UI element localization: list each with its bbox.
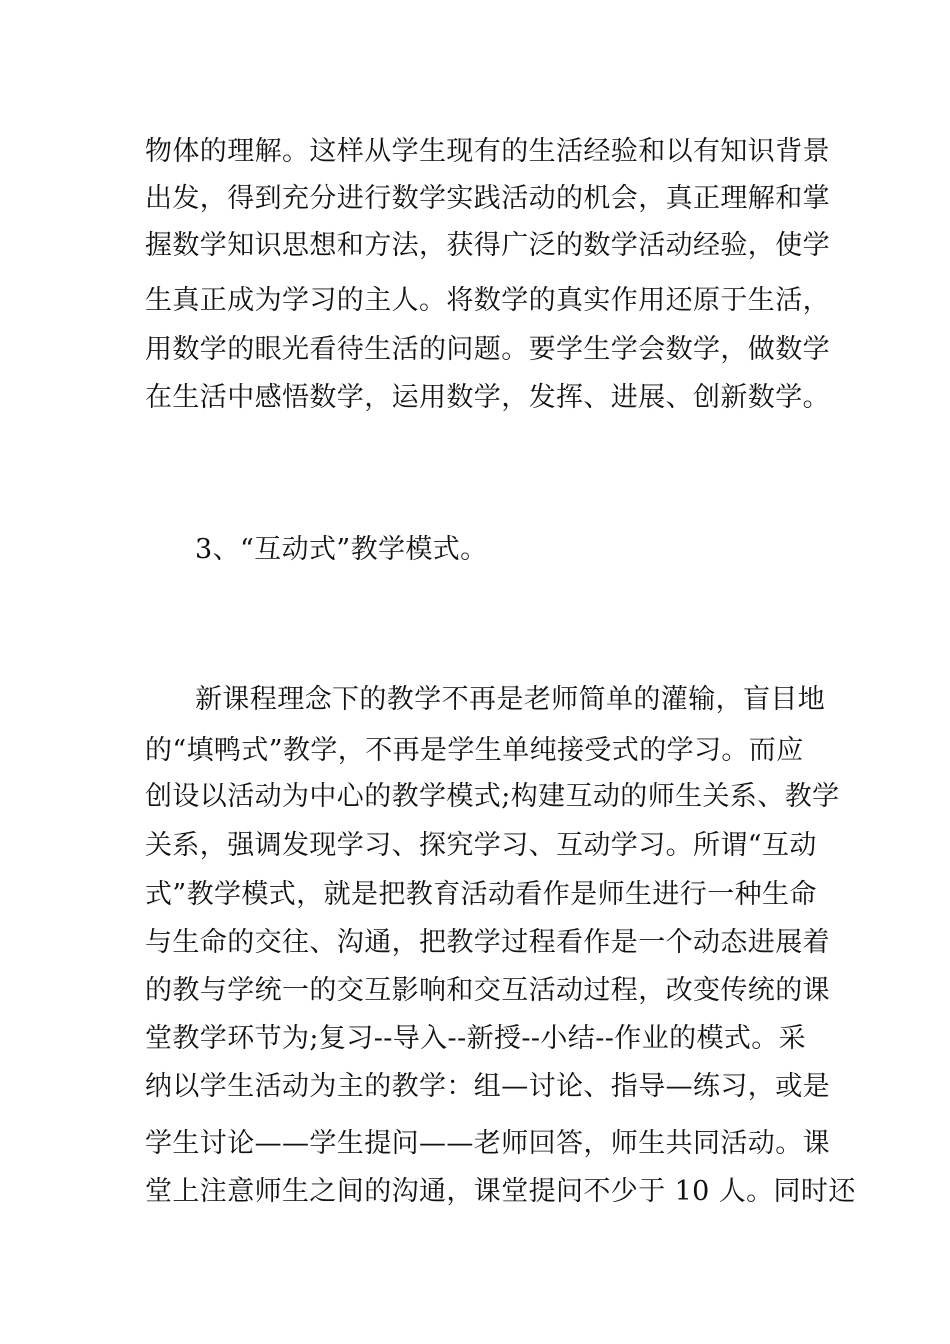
paragraph2-line-4: 关系，强调发现学习、探究学习、互动学习。所谓“互动 (145, 830, 817, 861)
paragraph2-line-3: 创设以活动为中心的教学模式;构建互动的师生关系、教学 (145, 781, 840, 812)
paragraph1-line-2: 出发，得到充分进行数学实践活动的机会，真正理解和掌 (145, 183, 830, 214)
paragraph2-line-2: 的“填鸭式”教学，不再是学生单纯接受式的学习。而应 (145, 735, 804, 766)
paragraph2-line-6: 与生命的交往、沟通，把教学过程看作是一个动态进展着 (145, 927, 830, 958)
paragraph1-line-3: 握数学知识思想和方法，获得广泛的数学活动经验，使学 (145, 230, 830, 261)
section-heading: 3、“互动式”教学模式。 (195, 534, 488, 565)
paragraph2-line-5: 式”教学模式，就是把教育活动看作是师生进行一种生命 (145, 879, 817, 910)
paragraph1-line-6: 在生活中感悟数学，运用数学，发挥、进展、创新数学。 (145, 382, 830, 413)
paragraph1-line-4: 生真正成为学习的主人。将数学的真实作用还原于生活， (145, 285, 830, 316)
paragraph2-line-7: 的教与学统一的交互影响和交互活动过程，改变传统的课 (145, 975, 830, 1006)
paragraph2-line-10: 学生讨论——学生提问——老师回答，师生共同活动。课 (145, 1128, 830, 1159)
paragraph2-line-1: 新课程理念下的教学不再是老师简单的灌输，盲目地 (195, 684, 826, 715)
paragraph2-line-11: 堂上注意师生之间的沟通，课堂提问不少于 10 人。同时还 (145, 1176, 856, 1207)
paragraph1-line-1: 物体的理解。这样从学生现有的生活经验和以有知识背景 (145, 136, 830, 167)
paragraph2-line-9: 纳以学生活动为主的教学：组—讨论、指导—练习，或是 (145, 1071, 830, 1102)
paragraph2-line-8: 堂教学环节为;复习--导入--新授--小结--作业的模式。采 (145, 1023, 807, 1054)
paragraph1-line-5: 用数学的眼光看待生活的问题。要学生学会数学，做数学 (145, 334, 830, 365)
